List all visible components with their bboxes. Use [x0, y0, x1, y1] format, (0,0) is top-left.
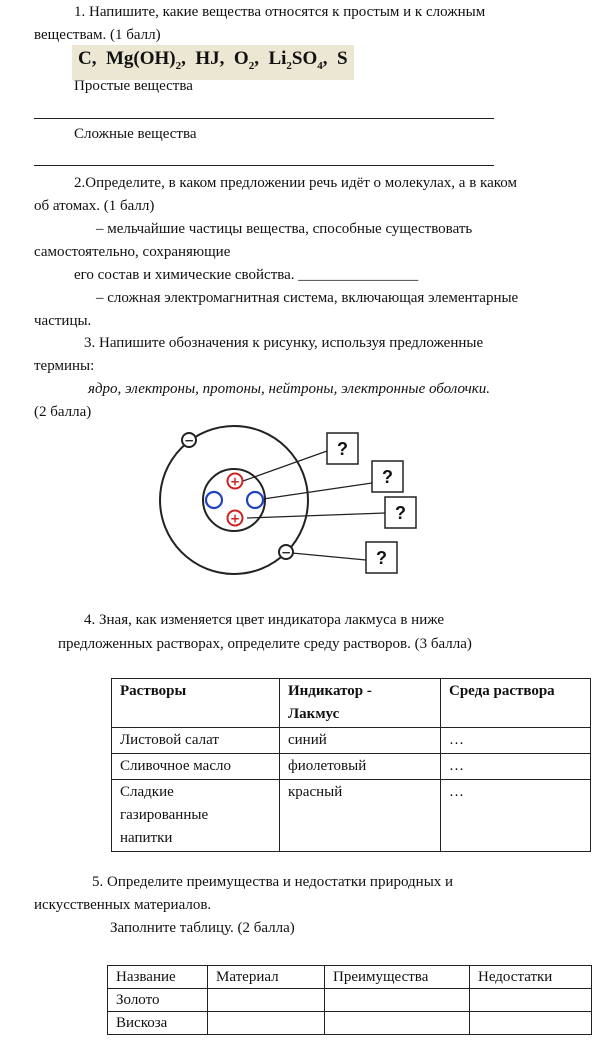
- q4-line1: 4. Зная, как изменяется цвет индикатора лакмуса в ниже: [84, 612, 445, 628]
- q3-terms: ядро, электроны, протоны, нейтроны, электронные оболочки.: [88, 381, 491, 397]
- header-advantages: Преимущества: [325, 966, 470, 989]
- simple-substances-label: Простые вещества: [74, 78, 193, 94]
- svg-text:?: ?: [382, 467, 393, 487]
- svg-text:?: ?: [376, 548, 387, 568]
- electron-top: [182, 433, 196, 448]
- q2-line3: – мельчайшие частицы вещества, способные существовать: [96, 221, 473, 237]
- medium-cell[interactable]: …: [441, 728, 591, 754]
- q2-line7: частицы.: [34, 313, 92, 329]
- disadvantages-cell[interactable]: [470, 989, 592, 1012]
- indicator-cell: синий: [280, 728, 441, 754]
- material-cell[interactable]: [208, 1012, 325, 1035]
- formula-o2: $O_2$,: [233, 48, 259, 72]
- svg-text:−: −: [183, 433, 195, 448]
- materials-table: [107, 965, 592, 1035]
- q1-line1: 1. Напишите, какие вещества относятся к простым и к сложным: [74, 4, 486, 20]
- complex-substances-label: Сложные вещества: [74, 126, 197, 142]
- table-row: [108, 989, 592, 1012]
- svg-text:+: +: [229, 511, 241, 526]
- svg-text:−: −: [280, 545, 292, 560]
- formula-li2so4: $Li_2SO_4$,: [268, 48, 328, 72]
- litmus-table: [111, 678, 591, 852]
- proton-bottom: [228, 511, 243, 526]
- q5-line1: 5. Определите преимущества и недостатки природных и: [92, 874, 454, 890]
- table-row: [108, 1012, 592, 1035]
- indicator-cell: красный: [280, 780, 441, 852]
- label-box-4[interactable]: [366, 542, 397, 573]
- label-box-1[interactable]: [327, 433, 358, 464]
- electron-bottom: [279, 545, 293, 560]
- advantages-cell[interactable]: [325, 989, 470, 1012]
- neutron-right: [247, 492, 263, 508]
- material-cell[interactable]: [208, 989, 325, 1012]
- formula-c: C,: [78, 48, 97, 69]
- name-cell: Вискоза: [108, 1012, 208, 1035]
- q2-line4: самостоятельно, сохраняющие: [34, 244, 231, 260]
- solution-cell: Сливочное масло: [112, 754, 280, 780]
- advantages-cell[interactable]: [325, 1012, 470, 1035]
- proton-top: [228, 474, 243, 489]
- label-box-2[interactable]: [372, 461, 403, 492]
- q1-line2: веществам. (1 балл): [34, 27, 161, 43]
- formula-s: S: [337, 48, 348, 69]
- table-row: [112, 780, 591, 852]
- q2-line6: – сложная электромагнитная система, включающая элементарные: [96, 290, 519, 306]
- svg-text:?: ?: [337, 439, 348, 459]
- q3-line2: термины:: [34, 358, 95, 374]
- header-material: Материал: [208, 966, 325, 989]
- q2-line5: его состав и химические свойства. ________________: [74, 267, 419, 283]
- label-box-3[interactable]: [385, 497, 416, 528]
- header-indicator: Индикатор - Лакмус: [280, 679, 441, 728]
- q3-points: (2 балла): [34, 404, 92, 420]
- table-row: [112, 754, 591, 780]
- solution-cell: Сладкие газированные напитки: [112, 780, 280, 852]
- q2-line2: об атомах. (1 балл): [34, 198, 155, 214]
- table-row: [112, 679, 591, 728]
- q5-line2: искусственных материалов.: [34, 897, 212, 913]
- medium-cell[interactable]: …: [441, 780, 591, 852]
- svg-text:?: ?: [395, 503, 406, 523]
- header-solutions: Растворы: [112, 679, 280, 728]
- header-name: Название: [108, 966, 208, 989]
- svg-text:+: +: [229, 474, 241, 489]
- formula-mgoh2: $Mg(OH)_2$,: [105, 48, 186, 72]
- q4-line2: предложенных растворах, определите среду растворов. (3 балла): [58, 636, 472, 652]
- neutron-left: [206, 492, 222, 508]
- formula-hj: HJ,: [195, 48, 225, 69]
- table-row: [108, 966, 592, 989]
- solution-cell: Листовой салат: [112, 728, 280, 754]
- q2-line1: 2.Определите, в каком предложении речь идёт о молекулах, а в каком: [74, 175, 517, 191]
- header-medium: Среда раствора: [441, 679, 591, 728]
- q5-line3: Заполните таблицу. (2 балла): [110, 920, 295, 936]
- disadvantages-cell[interactable]: [470, 1012, 592, 1035]
- q3-line1: 3. Напишите обозначения к рисунку, используя предложенные: [84, 335, 484, 351]
- indicator-cell: фиолетовый: [280, 754, 441, 780]
- medium-cell[interactable]: …: [441, 754, 591, 780]
- header-disadvantages: Недостатки: [470, 966, 592, 989]
- table-row: [112, 728, 591, 754]
- name-cell: Золото: [108, 989, 208, 1012]
